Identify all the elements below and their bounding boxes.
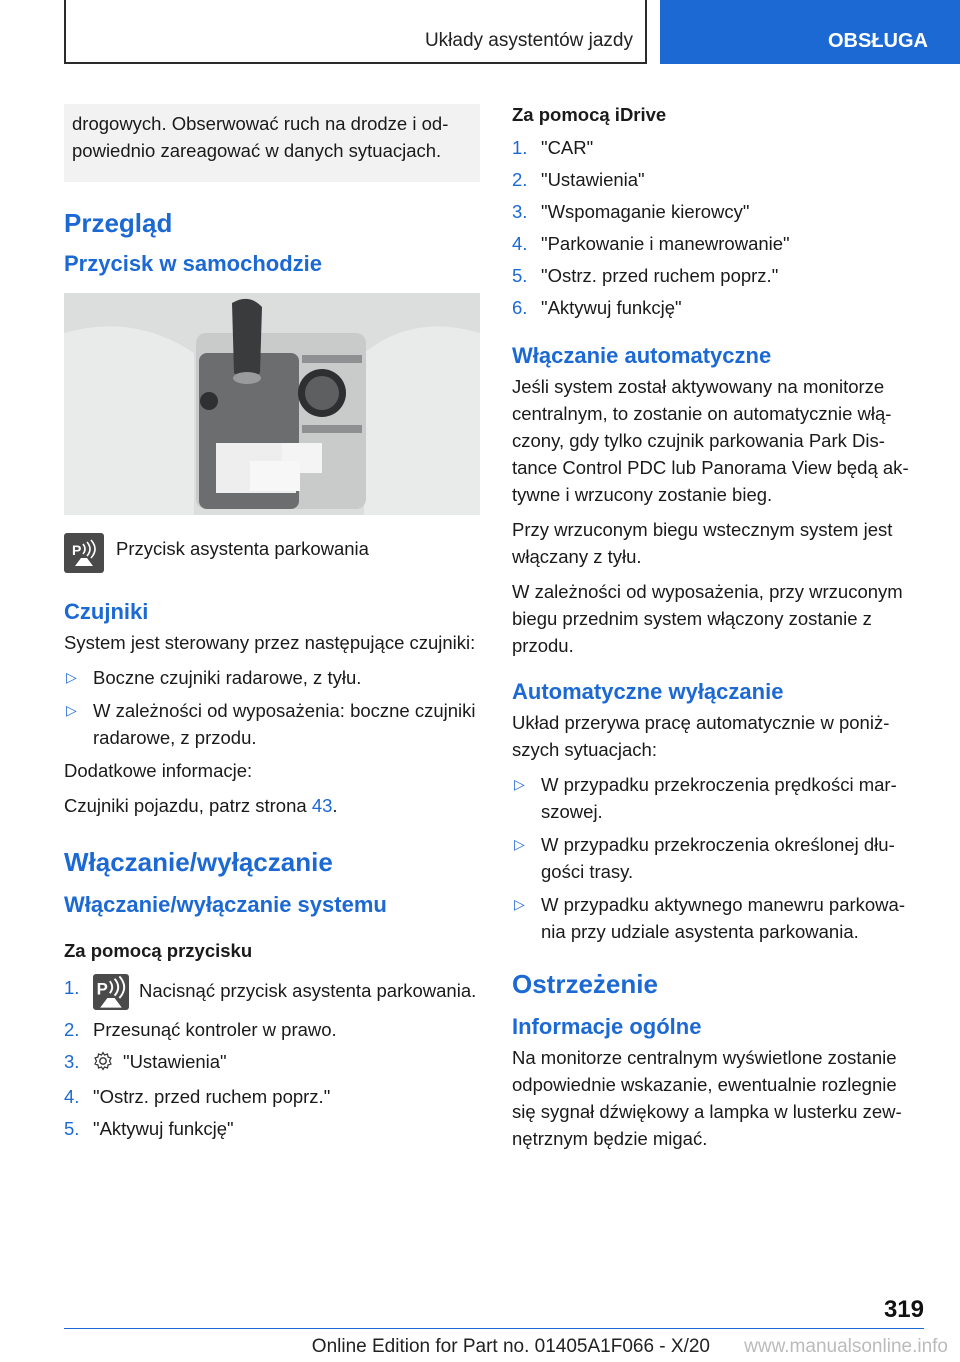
triangle-bullet-icon: ▷ <box>66 669 77 685</box>
header-tab[interactable] <box>660 0 960 64</box>
heading-warning: Ostrzeżenie <box>512 969 658 999</box>
list-item: 4. "Parkowanie i manewrowanie" <box>512 233 790 254</box>
triangle-bullet-icon: ▷ <box>514 776 525 792</box>
list-item: 5. "Aktywuj funkcję" <box>64 1118 234 1139</box>
list-item: 2. "Ustawienia" <box>512 169 645 190</box>
page-number: 319 <box>883 1296 924 1323</box>
park-assist-button-icon <box>93 974 129 1010</box>
caption-text: Przycisk asystenta parkowania <box>116 538 369 559</box>
auto-on-paragraph-1: Jeśli system został aktywowany na monitorze centralnym, to zostanie on automatycznie włączony, gdy tylko czujnik parkowania Park Distance Control PDC lub Panorama View będą aktywne i wrzucony zostanie bieg. <box>512 376 909 505</box>
edition-text: Online Edition for Part no. 01405A1F066 - X/20 <box>311 1336 710 1357</box>
sensors-intro: System jest sterowany przez następujące czujniki: <box>64 632 476 653</box>
watermark-text: www.manualsonline.info <box>744 1336 948 1357</box>
svg-text:P: P <box>72 542 82 558</box>
auto-on-paragraph-2: Przy wrzuconym biegu wstecznym system jest włączany z tyłu. <box>512 519 893 567</box>
continuation-text: drogowych. Obserwować ruch na drodze i odpowiednio zareagować w danych sytuacjach. <box>72 113 449 161</box>
section-title: Układy asystentów jazdy <box>424 30 633 51</box>
list-item: ▷ W przypadku przekroczenia określonej długości trasy. <box>512 831 922 885</box>
heading-auto-on: Włączanie automatyczne <box>512 343 772 368</box>
triangle-bullet-icon: ▷ <box>514 836 525 852</box>
gear-icon <box>93 1051 117 1078</box>
list-item: ▷ Boczne czujniki radarowe, z tyłu. <box>64 664 480 691</box>
photo-caption <box>64 533 480 573</box>
more-info-label: Dodatkowe informacje: <box>64 760 253 781</box>
footer-divider <box>64 1328 924 1329</box>
tab-obsluga[interactable]: OBSŁUGA <box>828 30 928 52</box>
list-item: 3. "Wspomaganie kierowcy" <box>512 201 750 222</box>
list-item: 4. "Ostrz. przed ruchem poprz." <box>64 1086 331 1107</box>
gear-selector-photo <box>64 293 480 515</box>
list-item: 5. "Ostrz. przed ruchem poprz." <box>512 265 779 286</box>
heading-via-button: Za pomocą przycisku <box>64 940 253 961</box>
list-item: ▷ W przypadku aktywnego manewru parkowania przy udziale asystenta parkowania. <box>512 891 922 945</box>
heading-via-idrive: Za pomocą iDrive <box>512 104 667 125</box>
svg-text:P: P <box>96 979 108 999</box>
list-item: ▷ W zależności od wyposażenia: boczne czujniki radarowe, z przodu. <box>64 697 480 751</box>
button-steps <box>64 974 480 1142</box>
heading-on-off-system: Włączanie/wyłączanie systemu <box>64 892 387 917</box>
right-column <box>512 104 922 1160</box>
auto-off-intro: Układ przerywa pracę automatycznie w poniższych sytuacjach: <box>512 712 890 760</box>
heading-auto-off: Automatyczne wyłączanie <box>512 679 784 704</box>
heading-on-off: Włączanie/wyłączanie <box>64 847 333 877</box>
sensors-reference: Czujniki pojazdu, patrz strona 43. <box>64 795 338 816</box>
auto-off-list <box>512 771 922 945</box>
continuation-box <box>64 104 480 182</box>
list-item: 1. "CAR" <box>512 137 594 158</box>
general-paragraph: Na monitorze centralnym wyświetlone zostanie odpowiednie wskazanie, ewentualnie rozlegnie się sygnał dźwiękowy a lampka w lusterku zewnętrznym będzie migać. <box>512 1047 902 1149</box>
heading-button-in-car: Przycisk w samochodzie <box>64 251 322 276</box>
list-item: 2. Przesunąć kontroler w prawo. <box>64 1019 337 1040</box>
page-link-43[interactable]: 43 <box>311 795 333 816</box>
sensor-list <box>64 664 480 751</box>
heading-overview: Przegląd <box>64 208 173 238</box>
park-assist-button-icon <box>64 533 104 573</box>
list-item: 6. "Aktywuj funkcję" <box>512 297 682 318</box>
list-item: ▷ W przypadku przekroczenia prędkości marszowej. <box>512 771 922 825</box>
heading-sensors: Czujniki <box>64 599 149 624</box>
list-item: 1. P Nacisnąć przycisk asystenta parkowania. <box>64 974 480 1010</box>
triangle-bullet-icon: ▷ <box>66 702 77 718</box>
left-column <box>64 104 480 1147</box>
triangle-bullet-icon: ▷ <box>514 896 525 912</box>
list-item: 3. "Ustawienia" <box>64 1048 480 1078</box>
idrive-steps <box>512 134 922 321</box>
heading-general-info: Informacje ogólne <box>512 1014 702 1039</box>
header-section-box <box>64 0 647 64</box>
auto-on-paragraph-3: W zależności od wyposażenia, przy wrzuconym biegu przednim system włączony zostanie z przodu. <box>512 581 903 656</box>
